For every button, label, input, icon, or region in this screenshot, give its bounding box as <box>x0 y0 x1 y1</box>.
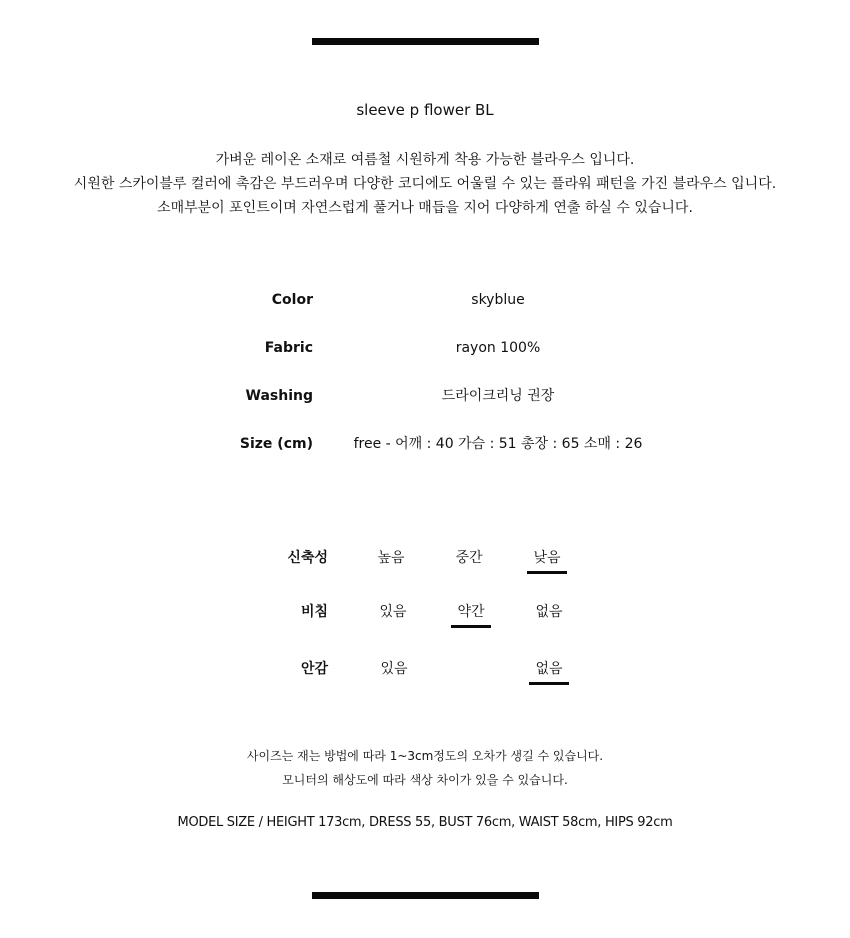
spec-value: free - 어깨 : 40 가슴 : 51 총장 : 65 소매 : 26 <box>353 436 643 452</box>
bottom-divider-bar <box>312 892 539 899</box>
color-note: 모니터의 해상도에 따라 색상 차이가 있을 수 있습니다. <box>282 773 568 787</box>
description-line: 가벼운 레이온 소재로 여름철 시원하게 착용 가능한 블라우스 입니다. <box>215 152 635 168</box>
feel-option: 없음 <box>535 604 563 620</box>
feel-option: 중간 <box>455 550 483 566</box>
size-note: 사이즈는 재는 방법에 따라 1~3cm정도의 오차가 생길 수 있습니다. <box>246 749 604 763</box>
spec-label: Fabric <box>264 340 313 356</box>
product-description <box>0 148 850 220</box>
feel-option-selected: 낮음 <box>517 546 577 570</box>
product-title: sleeve p flower BL <box>356 101 494 119</box>
feel-option-selected: 없음 <box>519 657 579 681</box>
feel-option: 있음 <box>380 661 408 677</box>
spec-row-fabric <box>0 337 850 359</box>
spec-value: skyblue <box>471 292 525 308</box>
spec-label: Size (cm) <box>239 436 313 452</box>
feel-row-sheerness <box>0 600 850 626</box>
spec-row-size <box>0 433 850 455</box>
feel-option: 높음 <box>377 550 405 566</box>
description-line: 소매부분이 포인트이며 자연스럽게 풀거나 매듭을 지어 다양하게 연출 하실 수 있습니다. <box>157 200 693 216</box>
feel-option: 있음 <box>379 604 407 620</box>
feel-label: 비침 <box>300 604 328 620</box>
description-line: 시원한 스카이블루 컬러에 촉감은 부드러우며 다양한 코디에도 어울릴 수 있는 플라워 패턴을 가진 블라우스 입니다. <box>73 176 777 192</box>
spec-row-color <box>0 289 850 311</box>
spec-row-washing <box>0 385 850 407</box>
feel-option-selected: 약간 <box>441 600 501 624</box>
model-size-info: MODEL SIZE / HEIGHT 173cm, DRESS 55, BUST 76cm, WAIST 58cm, HIPS 92cm <box>177 815 673 830</box>
spec-label: Washing <box>245 388 313 404</box>
feel-row-lining <box>0 657 850 683</box>
top-divider-bar <box>312 38 539 45</box>
spec-label: Color <box>271 292 313 308</box>
spec-value: rayon 100% <box>455 340 541 356</box>
feel-label: 신축성 <box>287 550 328 566</box>
feel-label: 안감 <box>300 661 328 677</box>
spec-value: 드라이크리닝 권장 <box>441 388 555 404</box>
feel-row-stretch <box>0 546 850 572</box>
